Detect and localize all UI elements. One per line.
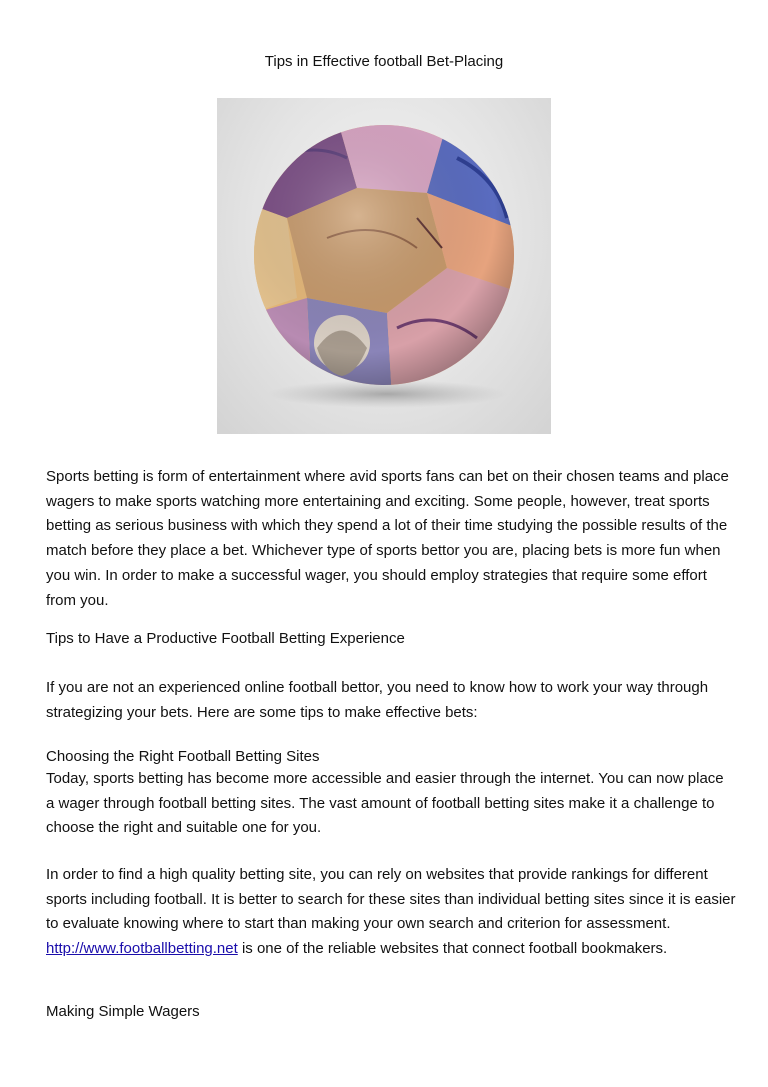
football-illustration (217, 98, 551, 434)
rankings-text-tail: is one of the reliable websites that connect football bookmakers. (237, 940, 668, 958)
rankings-text: In order to find a high quality betting site, you can rely on websites that provide rankings for different sports including football. It is better to search for these sites than individual betting sites since it is easier to evaluate knowing where to start than making your own search and criterion for assessment. (46, 866, 736, 933)
tips-paragraph: If you are not an experienced online football bettor, you need to know how to work your way through strategizing your bets. Here are some tips to make effective bets: (46, 679, 709, 721)
section-heading-betting-sites: Choosing the Right Football Betting Sites (46, 748, 320, 765)
rankings-paragraph (46, 863, 736, 962)
betting-sites-paragraph: Today, sports betting has become more accessible and easier through the internet. You can now place a wager through football betting sites. The vast amount of football betting sites make it a challenge to choose the right and suitable one for you. (46, 770, 724, 837)
document-title: Tips in Effective football Bet-Placing (264, 53, 504, 70)
section-heading-simple-wagers: Making Simple Wagers (46, 1003, 200, 1020)
intro-paragraph: Sports betting is form of entertainment where avid sports fans can bet on their chosen teams and place wagers to make sports watching more entertaining and exciting. Some people, however, treat sports betting as serious business with which they spend a lot of their time studying the possible results of the match before they place a bet. Whichever type of sports bettor you are, placing bets is more fun when you win. In order to make a successful wager, you should employ strategies that require some effort from you. (46, 468, 729, 609)
section-heading-tips: Tips to Have a Productive Football Betting Experience (46, 630, 405, 647)
footballbetting-link[interactable]: http://www.footballbetting.net (46, 940, 238, 958)
money-football-image (217, 98, 551, 434)
